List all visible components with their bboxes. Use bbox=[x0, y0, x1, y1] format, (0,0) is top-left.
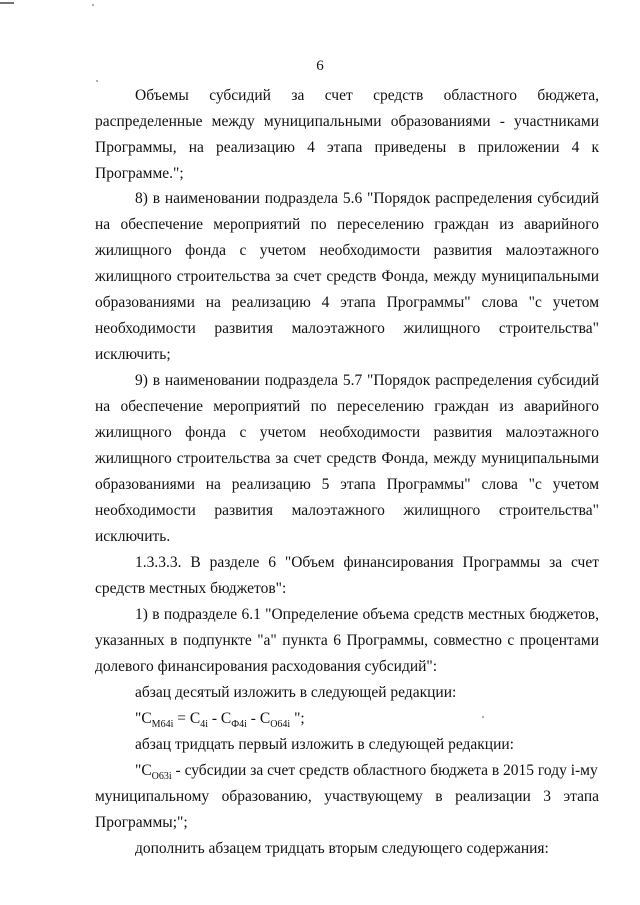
formula-text: С bbox=[259, 710, 271, 727]
text-line: Объемы субсидий за счет средств областного бюджета, bbox=[135, 87, 599, 104]
text-line: на обеспечение мероприятий по переселению граждан из аварийного bbox=[95, 216, 599, 233]
formula-text: С bbox=[189, 710, 201, 727]
formula-subscript: М64i bbox=[151, 719, 174, 731]
text-line: 9) в наименовании подраздела 5.7 "Порядок распределения субсидий bbox=[135, 372, 599, 389]
formula-text: " bbox=[135, 710, 142, 727]
text-line: муниципальному образованию, участвующему в реализации 3 этапа bbox=[95, 788, 599, 805]
text-line: необходимости развития малоэтажного жилищного строительства" bbox=[95, 320, 599, 337]
formula-text: " bbox=[135, 762, 142, 779]
formula-text: - субсидии за счет средств областного бюджета в 2015 году i-му bbox=[171, 762, 598, 779]
page-number: 6 bbox=[316, 58, 324, 74]
text-line: 1) в подразделе 6.1 "Определение объема средств местных бюджетов, bbox=[135, 606, 599, 623]
formula-text: = bbox=[173, 710, 190, 727]
text-line: абзац десятый изложить в следующей редакции: bbox=[135, 684, 457, 701]
text-line: жилищного фонда с учетом необходимости развития малоэтажного bbox=[95, 242, 599, 259]
formula-text: С bbox=[141, 762, 152, 779]
formula-subscript: О63i bbox=[151, 771, 172, 783]
text-line: распределенные между муниципальными образованиями - участниками bbox=[95, 113, 599, 130]
formula-line bbox=[135, 710, 599, 731]
formula-text: С bbox=[220, 710, 232, 727]
formula-subscript: О64i bbox=[270, 719, 291, 731]
formula-line bbox=[135, 762, 599, 783]
scan-dot bbox=[92, 4, 94, 6]
text-line: исключить. bbox=[95, 528, 171, 545]
text-line: образованиями на реализацию 5 этапа Программы" слова "с учетом bbox=[95, 476, 599, 493]
text-line: 8) в наименовании подраздела 5.6 "Порядок распределения субсидий bbox=[135, 190, 599, 207]
text-line: долевого финансирования расходования субсидий": bbox=[95, 658, 438, 675]
text-line: жилищного строительства за счет средств Фонда, между муниципальными bbox=[95, 268, 599, 285]
formula-text: "; bbox=[290, 710, 305, 727]
text-line: 1.3.3.3. В разделе 6 "Объем финансирования Программы за счет bbox=[135, 554, 599, 571]
text-line: дополнить абзацем тридцать вторым следующего содержания: bbox=[135, 840, 549, 857]
text-line: Программы;"; bbox=[95, 814, 188, 831]
scan-corner-mark bbox=[0, 0, 22, 6]
scan-dot bbox=[96, 80, 98, 82]
formula-text: - bbox=[207, 710, 221, 727]
formula-subscript: Ф4i bbox=[231, 719, 247, 731]
formula-text: - bbox=[246, 710, 260, 727]
text-line: необходимости развития малоэтажного жилищного строительства" bbox=[95, 502, 599, 519]
text-line: жилищного фонда с учетом необходимости развития малоэтажного bbox=[95, 424, 599, 441]
formula-text: С bbox=[141, 710, 152, 727]
text-line: исключить; bbox=[95, 346, 171, 363]
text-line: Программы, на реализацию 4 этапа приведены в приложении 4 к bbox=[95, 139, 599, 156]
text-line: образованиями на реализацию 4 этапа Программы" слова "с учетом bbox=[95, 294, 599, 311]
text-line: жилищного строительства за счет средств Фонда, между муниципальными bbox=[95, 450, 599, 467]
text-line: на обеспечение мероприятий по переселению граждан из аварийного bbox=[95, 398, 599, 415]
text-line: абзац тридцать первый изложить в следующей редакции: bbox=[135, 736, 514, 753]
text-line: средств местных бюджетов": bbox=[95, 580, 287, 597]
text-line: Программе."; bbox=[95, 165, 184, 182]
text-line: указанных в подпункте "а" пункта 6 Программы, совместно с процентами bbox=[95, 632, 599, 649]
formula-subscript: 4i bbox=[200, 719, 208, 731]
